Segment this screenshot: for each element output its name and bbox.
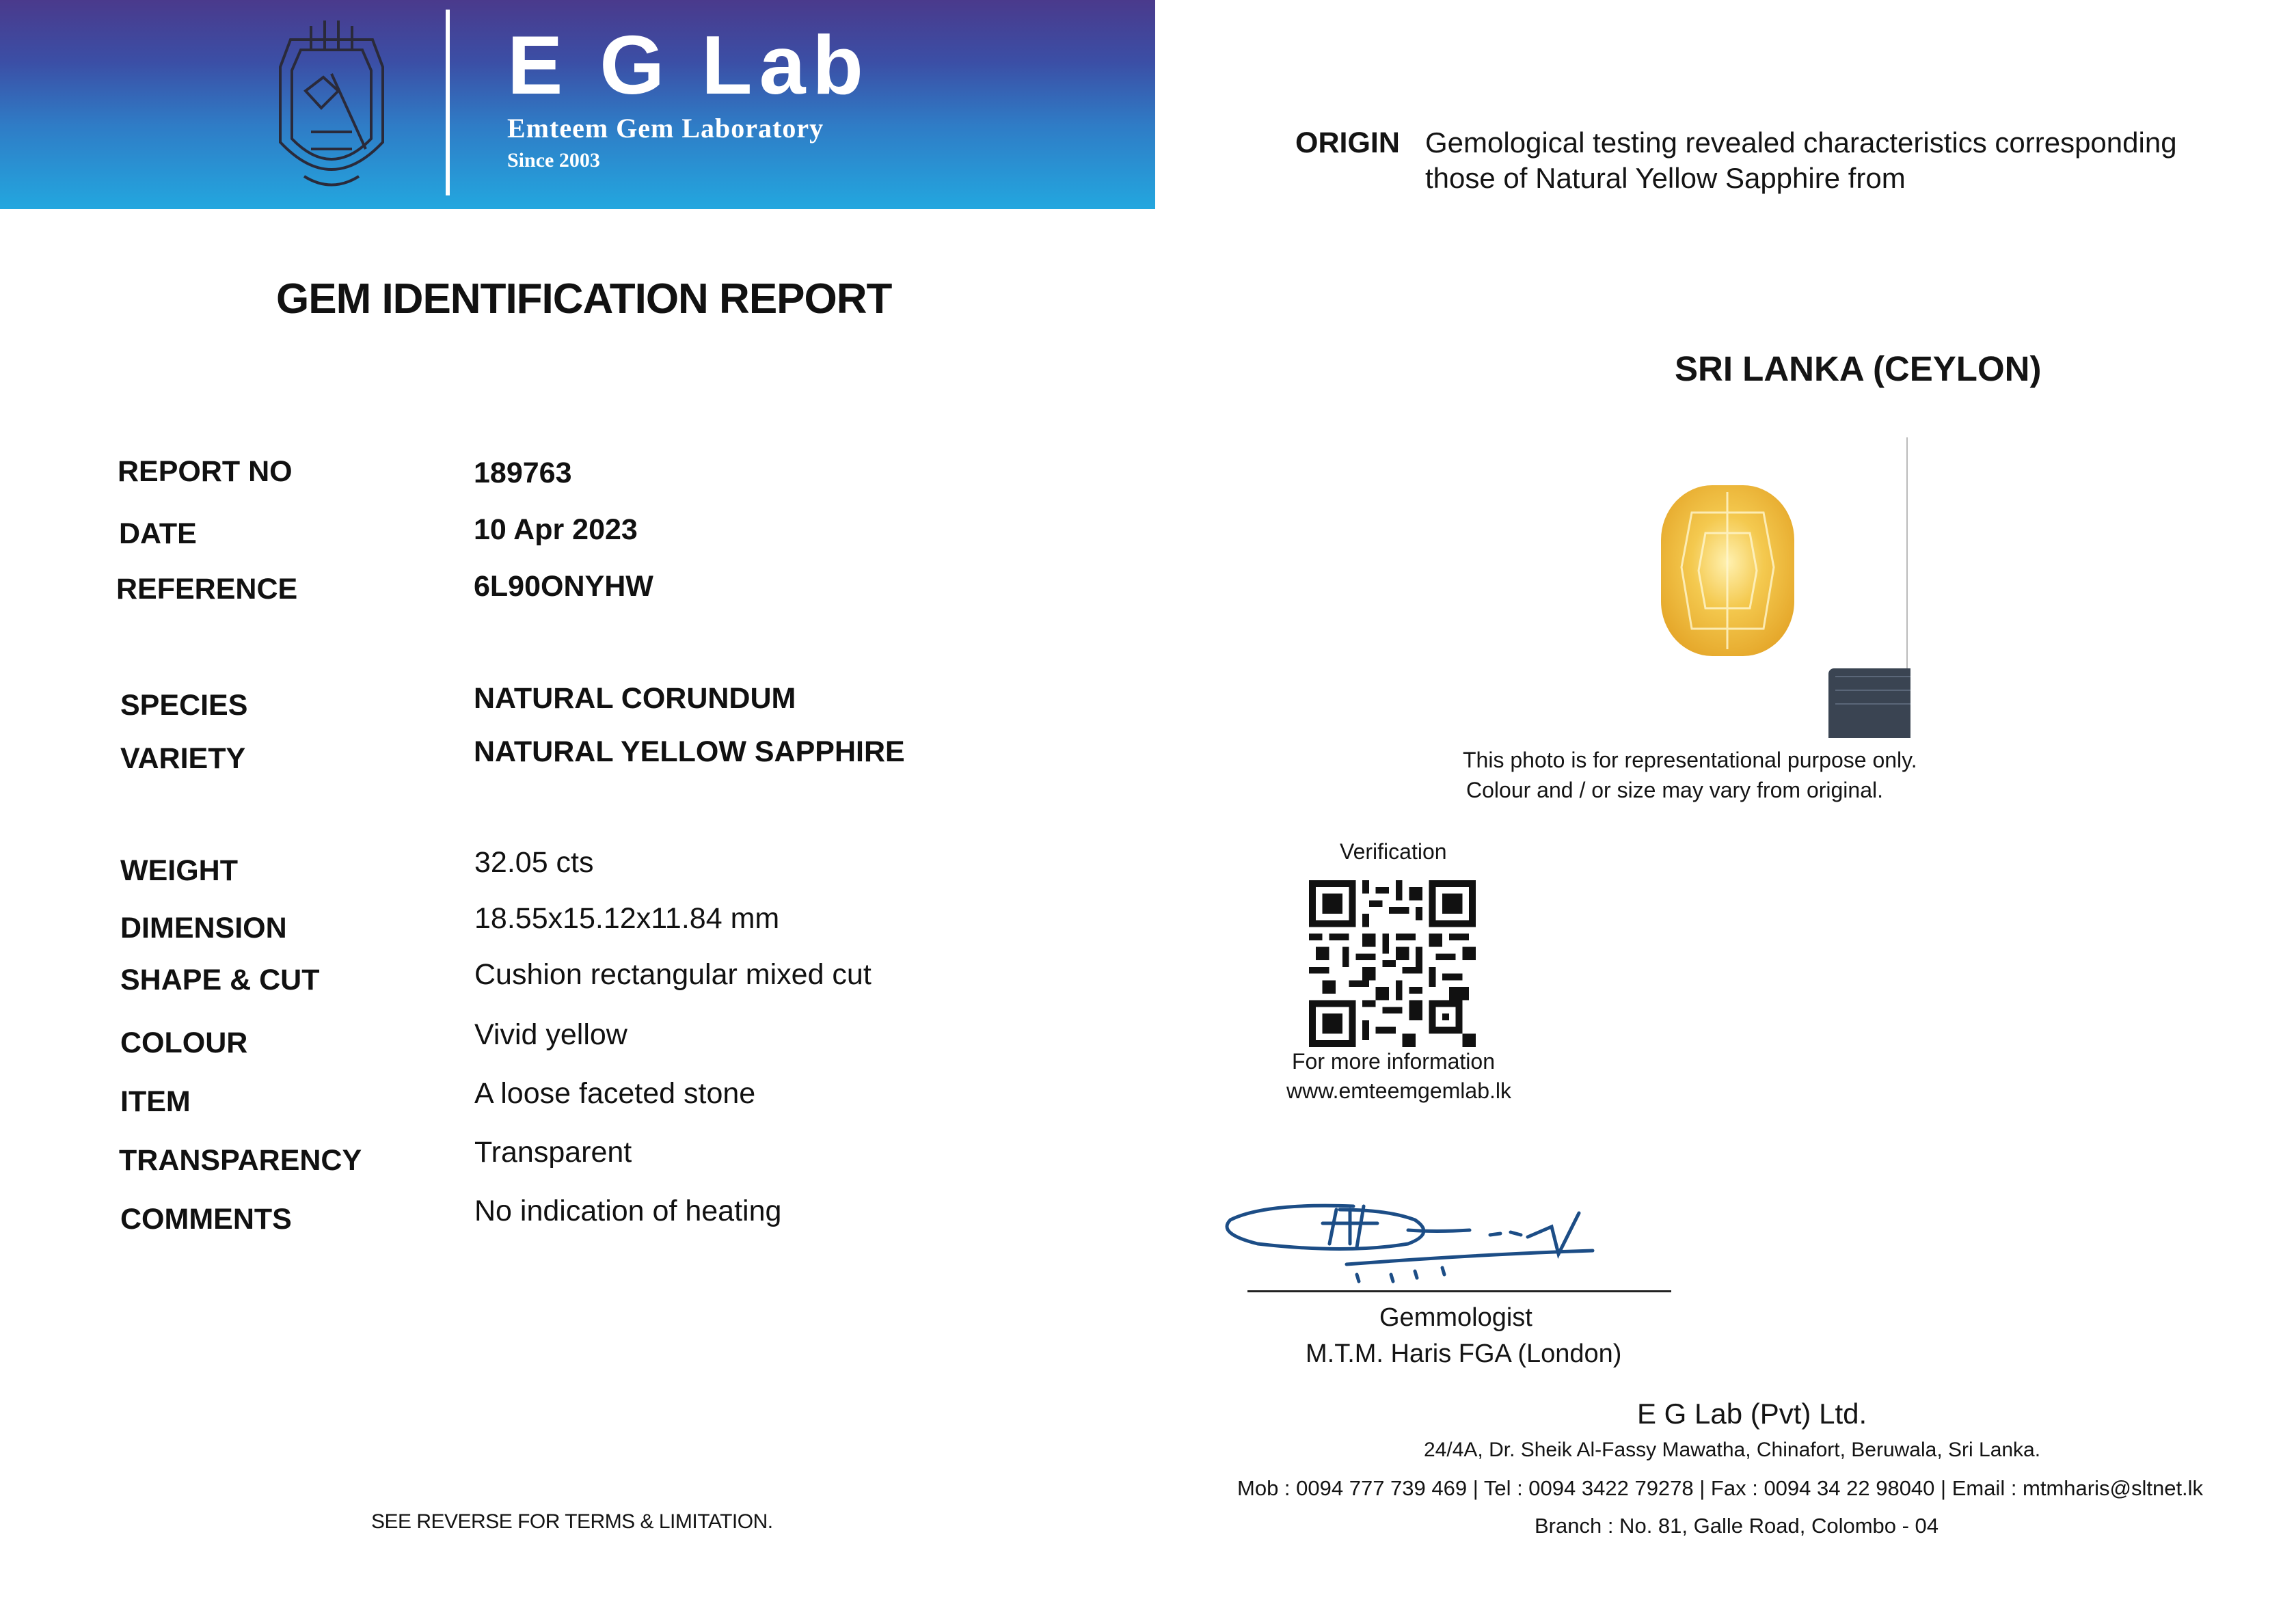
shape-cut-label: SHAPE & CUT [120, 964, 320, 996]
crest-logo-icon [263, 12, 400, 204]
item-value: A loose faceted stone [474, 1077, 756, 1110]
reference-label: REFERENCE [116, 573, 298, 605]
transparency-label: TRANSPARENCY [119, 1144, 362, 1177]
species-value: NATURAL CORUNDUM [474, 682, 796, 715]
gemstone-photo [1528, 437, 1910, 738]
company-name: E G Lab (Pvt) Ltd. [1637, 1398, 1867, 1430]
weight-value: 32.05 cts [474, 846, 594, 879]
species-label: SPECIES [120, 689, 248, 722]
date-label: DATE [119, 517, 197, 550]
signature-icon [1210, 1179, 1702, 1295]
report-no-value: 189763 [474, 457, 572, 489]
report-no-label: REPORT NO [118, 455, 293, 488]
colour-label: COLOUR [120, 1026, 248, 1059]
signatory-title: Gemmologist [1379, 1303, 1532, 1332]
signatory-name: M.T.M. Haris FGA (London) [1306, 1339, 1622, 1368]
origin-label: ORIGIN [1295, 126, 1400, 159]
company-contacts: Mob : 0094 777 739 469 | Tel : 0094 3422 79278 | Fax : 0094 34 22 98040 | Email : mtmharis@sltnet.lk [1237, 1476, 2204, 1500]
date-value: 10 Apr 2023 [474, 513, 638, 546]
dimension-value: 18.55x15.12x11.84 mm [474, 902, 780, 935]
signature-line [1247, 1290, 1671, 1292]
weight-label: WEIGHT [120, 854, 238, 887]
origin-country: SRI LANKA (CEYLON) [1675, 349, 2042, 388]
banner-divider [446, 10, 450, 195]
colour-value: Vivid yellow [474, 1018, 627, 1051]
transparency-value: Transparent [474, 1136, 632, 1169]
variety-value: NATURAL YELLOW SAPPHIRE [474, 735, 905, 768]
verification-label: Verification [1340, 839, 1447, 864]
photo-caption-line1: This photo is for representational purpose only. [1463, 748, 1917, 772]
header-banner [0, 0, 1155, 209]
reverse-note: SEE REVERSE FOR TERMS & LIMITATION. [371, 1510, 773, 1533]
dimension-label: DIMENSION [120, 912, 287, 944]
shape-cut-value: Cushion rectangular mixed cut [474, 958, 872, 991]
photo-caption [1463, 745, 1917, 805]
comments-label: COMMENTS [120, 1203, 292, 1236]
brand-subtitle: Emteem Gem Laboratory [507, 113, 824, 144]
origin-text: Gemological testing revealed characteristics corresponding those of Natural Yellow Sapphire from [1425, 126, 2177, 194]
company-address: 24/4A, Dr. Sheik Al-Fassy Mawatha, Chinafort, Beruwala, Sri Lanka. [1424, 1439, 2041, 1461]
report-title: GEM IDENTIFICATION REPORT [276, 275, 892, 323]
brand-since: Since 2003 [507, 149, 600, 172]
brand-title: E G Lab [507, 18, 870, 111]
variety-label: VARIETY [120, 742, 246, 775]
reference-value: 6L90ONYHW [474, 570, 653, 603]
company-branch: Branch : No. 81, Galle Road, Colombo - 04 [1535, 1514, 1939, 1538]
photo-caption-line2: Colour and / or size may vary from original. [1466, 778, 1883, 802]
verification-qr-code-icon[interactable] [1309, 880, 1476, 1047]
verification-url[interactable]: www.emteemgemlab.lk [1286, 1078, 1511, 1103]
verification-info: For more information [1292, 1049, 1495, 1074]
comments-value: No indication of heating [474, 1195, 782, 1227]
item-label: ITEM [120, 1085, 191, 1118]
